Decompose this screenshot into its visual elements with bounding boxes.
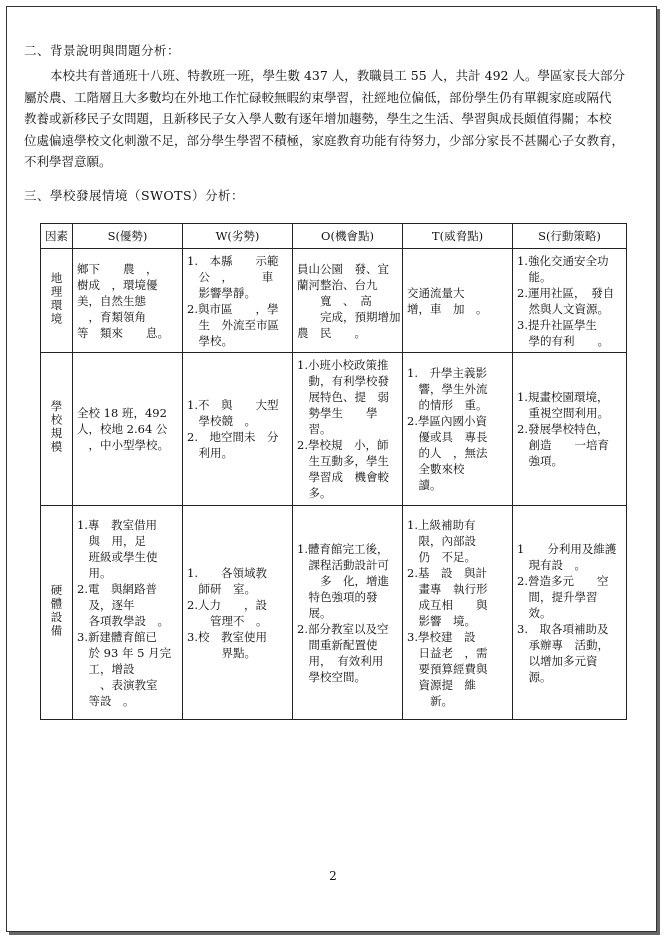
strategies-cell [513, 506, 627, 720]
cell-text-line: 1. 升學主義影 [407, 366, 487, 380]
cell-text-line: 管理不 。 [187, 613, 268, 628]
cell-text-line: 2.與市區 ，學 [187, 301, 279, 316]
header-strengths: S(優勢) [73, 224, 183, 249]
cell-text-line: 展。 [297, 605, 332, 620]
category-cell [41, 353, 73, 506]
header-strategies: S(行動策略) [513, 224, 627, 249]
cell-text-line: 員山公園 發、宜 [297, 261, 389, 276]
cell-text-line: 、表演教室 [77, 677, 158, 692]
page-number: 2 [329, 869, 337, 883]
cell-text-line: 效。 [517, 605, 552, 620]
cell-text-line: 農 民 。 [297, 325, 366, 340]
cell-text-line: 成互相 與 [407, 597, 488, 612]
cell-text-line: 2.基 設 與計 [407, 565, 487, 580]
cell-text-line: 1.強化交通安全功 [517, 253, 609, 268]
cell-text-line: 學校空間。 [297, 669, 366, 684]
paragraph-line: 本校共有普通班十八班、特教班一班，學生數 437 人，教職員工 55 人，共計 492 人。學區家長大部分 [50, 68, 625, 83]
table-row [41, 353, 627, 506]
cell-text-line: 然與人文資源。 [517, 301, 609, 316]
cell-text-line: 全校 18 班，492 [77, 406, 167, 420]
cell-text-line: 3.學校建 設 [407, 629, 476, 644]
swots-table [40, 223, 627, 720]
cell-text-line: ，中小型學校。 [77, 438, 169, 452]
cell-text-line: 班級或學生使 [77, 549, 158, 564]
threats-cell [403, 353, 513, 506]
cell-text-line: 利用。 [187, 446, 233, 460]
cell-text-line: 2.運用社區， 發自 [517, 285, 615, 300]
header-weaknesses: W(劣勢) [183, 224, 293, 249]
cell-text-line: 強項。 [517, 454, 563, 468]
table-row [41, 249, 627, 353]
cell-text-line: 2.電 與網路普 [77, 581, 157, 596]
cell-text-line: 間重新配置使 [297, 637, 378, 652]
cell-text-line: 特色強項的發 [297, 589, 378, 604]
cell-text-line: 重視空間利用。 [517, 406, 609, 420]
cell-text-line: 完成，預期增加 [297, 309, 401, 324]
cell-text-line: 工，增設 [77, 661, 135, 676]
cell-text-line: 學校。 [187, 333, 233, 348]
threats-cell [403, 506, 513, 720]
cell-text-line: 優或具 專長 [407, 430, 488, 444]
cell-text-line: 影響學靜。 [187, 285, 256, 300]
cell-text-line: 新。 [407, 693, 453, 708]
category-label: 學校規模 [49, 400, 64, 454]
cell-text-line: 樹成 ，環境優 [77, 277, 158, 292]
cell-text-line: 的情形 重。 [407, 398, 488, 412]
strengths-cell [73, 249, 183, 353]
strategies-cell [513, 249, 627, 353]
cell-text-line: 創造 一培育 [517, 438, 609, 452]
section-2-heading: 二、背景說明與問題分析： [24, 43, 181, 58]
cell-text-line: 學校競 。 [187, 414, 256, 428]
cell-text-line: 影響 境。 [407, 613, 476, 628]
cell-text-line: 3.校 教室使用 [187, 629, 267, 644]
cell-text-line: 承辦專 活動， [517, 637, 609, 652]
table-row [41, 506, 627, 720]
cell-text-line: 增，車 加 。 [407, 301, 488, 316]
cell-text-line: 3.新建體育館已 [77, 629, 157, 644]
cell-text-line: 課程活動設計可 [297, 557, 389, 572]
cell-text-line: 間，提升學習 [517, 589, 598, 604]
cell-text-line: 1.規畫校園環境， [517, 390, 609, 404]
cell-text-line: 師研 室。 [187, 581, 256, 596]
opportunities-cell [293, 506, 403, 720]
cell-text-line: 公 ， 車 [187, 269, 274, 284]
cell-text-line: 各項教學設 。 [77, 613, 169, 628]
cell-text-line: 要預算經費與 [407, 661, 488, 676]
cell-text-line: 蘭河整治、台九 [297, 277, 378, 292]
cell-text-line: 及，逐年 [77, 597, 135, 612]
cell-text-line: 源。 [517, 669, 552, 684]
cell-text-line: 人，校地 2.64 公 [77, 422, 168, 436]
table-header-row [41, 224, 627, 249]
cell-text-line: 3.提升社區學生 [517, 317, 597, 332]
cell-text-line: 1.不 與 大型 [187, 398, 279, 412]
strategies-cell [513, 353, 627, 506]
background-paragraph [24, 65, 644, 173]
cell-text-line: 1.專 教室借用 [77, 517, 157, 532]
cell-text-line: 1. 各領域教 [187, 565, 267, 580]
cell-text-line: 限，內部設 [407, 533, 476, 548]
cell-text-line: 生互動多，學生 [297, 454, 389, 468]
cell-text-line: 用。 [77, 565, 112, 580]
threats-cell [403, 249, 513, 353]
paragraph-line: 教養或新移民子女問題，且新移民子女入學人數有逐年增加趨勢，學生之生活、學習與成長頗值得關；本校 [24, 111, 612, 126]
cell-text-line: 習。 [297, 422, 332, 436]
cell-text-line: 2.營造多元 空 [517, 573, 609, 588]
cell-text-line: 學習成 機會較 [297, 470, 389, 484]
cell-text-line: 交通流量大 [407, 285, 465, 300]
cell-text-line: 資源提 維 [407, 677, 476, 692]
cell-text-line: 多 化，增進 [297, 573, 389, 588]
cell-text-line: 2.人力 ，設 [187, 597, 267, 612]
cell-text-line: 1 分利用及維護 [517, 541, 617, 556]
cell-text-line: 勢學生 學 [297, 406, 378, 420]
cell-text-line: 1.小班小校政策推 [297, 358, 389, 372]
cell-text-line: ，育類領角 [77, 309, 146, 324]
cell-text-line: 日益老 ，需 [407, 645, 488, 660]
category-label: 硬體設備 [49, 583, 64, 638]
strengths-cell [73, 353, 183, 506]
weaknesses-cell [183, 506, 293, 720]
cell-text-line: 2.學區內國小資 [407, 414, 487, 428]
cell-text-line: 讀。 [407, 478, 442, 492]
cell-text-line: 動，有利學校發 [297, 374, 389, 388]
cell-text-line: 等 類來 息。 [77, 325, 169, 340]
header-threats: T(威脅點) [403, 224, 513, 249]
cell-text-line: 2. 地空間未 分 [187, 430, 279, 444]
cell-text-line: 2.學校規 小，師 [297, 438, 389, 452]
opportunities-cell [293, 249, 403, 353]
weaknesses-cell [183, 249, 293, 353]
cell-text-line: 全數來校 [407, 462, 465, 476]
cell-text-line: 界點。 [187, 645, 256, 660]
cell-text-line: 1.體育館完工後， [297, 541, 389, 556]
strengths-cell [73, 506, 183, 720]
cell-text-line: 1. 本縣 示範 [187, 253, 279, 268]
paragraph-line: 不利學習意願。 [24, 154, 112, 169]
paragraph-line: 位處偏遠學校文化刺激不足，部分學生學習不積極，家庭教育功能有待努力，少部分家長不甚關心子女教育， [24, 132, 625, 148]
cell-text-line: 鄉下 農 ， [77, 261, 158, 276]
cell-text-line: 生 外流至市區 [187, 317, 279, 332]
opportunities-cell [293, 353, 403, 506]
cell-text-line: 現有設 。 [517, 557, 586, 572]
cell-text-line: 用， 有效利用 [297, 653, 384, 668]
cell-text-line: 於 93 年 5 月完 [77, 645, 172, 660]
header-factor: 因素 [41, 224, 73, 249]
cell-text-line: 等設 。 [77, 693, 135, 708]
section-3-heading: 三、學校發展情境（SWOTS）分析： [24, 188, 245, 203]
cell-text-line: 仍 不足。 [407, 549, 476, 564]
cell-text-line: 3. 取各項補助及 [517, 621, 609, 636]
cell-text-line: 寬 、 高 [297, 293, 372, 308]
cell-text-line: 2.發展學校特色， [517, 422, 609, 436]
cell-text-line: 展特色、提 弱 [297, 390, 389, 404]
category-cell [41, 249, 73, 353]
cell-text-line: 與 用，足 [77, 533, 146, 548]
cell-text-line: 畫專 執行形 [407, 581, 488, 596]
cell-text-line: 2.部分教室以及空 [297, 621, 389, 636]
header-opportunities: O(機會點) [293, 224, 403, 249]
weaknesses-cell [183, 353, 293, 506]
paragraph-line: 屬於農、工階層且大多數均在外地工作忙碌較無暇約束學習，社經地位偏低，部份學生仍有單親家庭或隔代 [24, 89, 612, 105]
cell-text-line: 1.上級補助有 [407, 517, 476, 532]
cell-text-line: 的人 ，無法 [407, 446, 488, 460]
cell-text-line: 響，學生外流 [407, 382, 488, 396]
cell-text-line: 以增加多元資 [517, 653, 598, 668]
cell-text-line: 能。 [517, 269, 552, 284]
cell-text-line: 多。 [297, 486, 332, 500]
category-cell [41, 506, 73, 720]
cell-text-line: 美，自然生態 [77, 293, 146, 308]
cell-text-line: 學的有利 。 [517, 333, 609, 348]
category-label: 地理環境 [49, 271, 64, 326]
